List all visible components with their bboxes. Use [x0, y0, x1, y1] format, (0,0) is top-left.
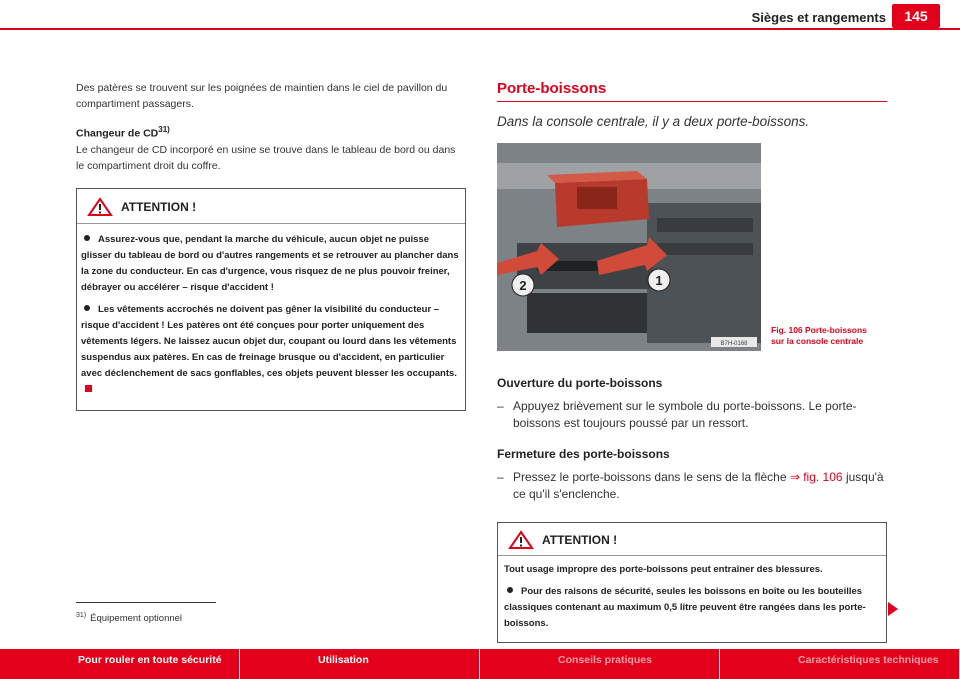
open-heading: Ouverture du porte-boissons: [497, 376, 663, 390]
section-lead: Dans la console centrale, il y a deux porte-boissons.: [497, 114, 810, 129]
cd-changer-text: Le changeur de CD incorporé en usine se trouve dans le tableau de bord ou dans le compartiment droit du coffre.: [76, 143, 456, 172]
section-title: Porte-boissons: [497, 80, 887, 102]
figure-label-1: 1: [655, 273, 663, 288]
warning-triangle-icon: [508, 530, 534, 550]
bullet-icon: [84, 305, 90, 311]
right-column-header: [497, 80, 887, 129]
attention-bullet: Assurez-vous que, pendant la marche du véhicule, aucun objet ne puisse glisser du tableau de bord ou d'autres rangements et se retrouver au plancher dans la zone du conducteur. En cas d'urgence, vous risquez de ne plus pouvoir freiner, débrayer ou accélérer – risque d'accident !: [81, 233, 459, 293]
cd-changer-heading: Changeur de CD$^{31)}$: [76, 125, 170, 140]
attention-box-right: [497, 522, 887, 643]
close-step: – Pressez le porte-boissons dans le sens de la flèche ⇒ fig. 106 jusqu'à ce qu'il s'enclenche.: [497, 470, 884, 501]
page-number: 145: [892, 4, 940, 28]
attention-title: ATTENTION !: [121, 199, 197, 214]
figure-label-2: 2: [519, 278, 527, 293]
attention-title: ATTENTION !: [542, 533, 618, 547]
attention-intro: Tout usage impropre des porte-boissons peut entraîner des blessures.: [504, 564, 823, 575]
cupholder-figure: [497, 143, 761, 351]
page-header: [0, 0, 960, 34]
figure-link[interactable]: ⇒ fig. 106: [789, 470, 843, 484]
footer-tab-operation[interactable]: Utilisation: [240, 649, 480, 679]
bullet-icon: [84, 235, 90, 241]
attention-header: [77, 189, 465, 224]
intro-paragraph: Des patères se trouvent sur les poignées de maintien dans le ciel de pavillon du compartiment passagers.: [76, 82, 448, 110]
warning-triangle-icon: [87, 197, 113, 217]
attention-bullet: Pour des raisons de sécurité, seules les boissons en boîte ou les bouteilles classiques contenant au maximum 0,5 litre peuvent être rangées dans les porte-boissons.: [504, 586, 866, 629]
left-column: [76, 80, 466, 411]
cupholder-instructions: [497, 375, 887, 517]
footer-tab-practical-tips[interactable]: Conseils pratiques: [480, 649, 720, 679]
figure-caption: Fig. 106 Porte-boissons sur la console centrale: [771, 325, 867, 346]
footnote: $^{31)}$ Équipement optionnel: [76, 612, 183, 625]
chapter-title: Sièges et rangements: [751, 10, 886, 25]
attention-body: [498, 556, 886, 642]
open-step: – Appuyez brièvement sur le symbole du porte-boissons. Le porte-boissons est toujours poussé par un ressort.: [497, 399, 857, 430]
footer-tab-safety[interactable]: Pour rouler en toute sécurité: [0, 649, 240, 679]
next-page-arrow-icon[interactable]: [888, 602, 898, 616]
attention-body: [77, 224, 465, 410]
header-divider: [0, 28, 960, 30]
cupholder-illustration: [497, 143, 761, 351]
figure-code: B7H-0168: [720, 341, 748, 347]
attention-box-left: [76, 188, 466, 411]
end-of-section-icon: [85, 385, 92, 392]
bullet-icon: [507, 587, 513, 593]
footer-tab-technical-specs[interactable]: Caractéristiques techniques: [720, 649, 960, 679]
close-heading: Fermeture des porte-boissons: [497, 447, 670, 461]
footer-nav: [0, 649, 960, 679]
attention-header: [498, 523, 886, 556]
attention-bullet: Les vêtements accrochés ne doivent pas gêner la visibilité du conducteur – risque d'accident ! Les patères ont été conçues pour porter uniquement des vêtements légers. Ne laissez aucun objet dur, coupant ou lourd dans les vêtements suspendus aux patères. En cas de freinage brusque ou d'accident, en particulier avec déclenchement de sacs gonflables, ces objets peuvent blesser les occupants.: [81, 302, 461, 398]
footnote-divider: [76, 602, 216, 603]
footnote-ref: 31): [158, 125, 170, 134]
